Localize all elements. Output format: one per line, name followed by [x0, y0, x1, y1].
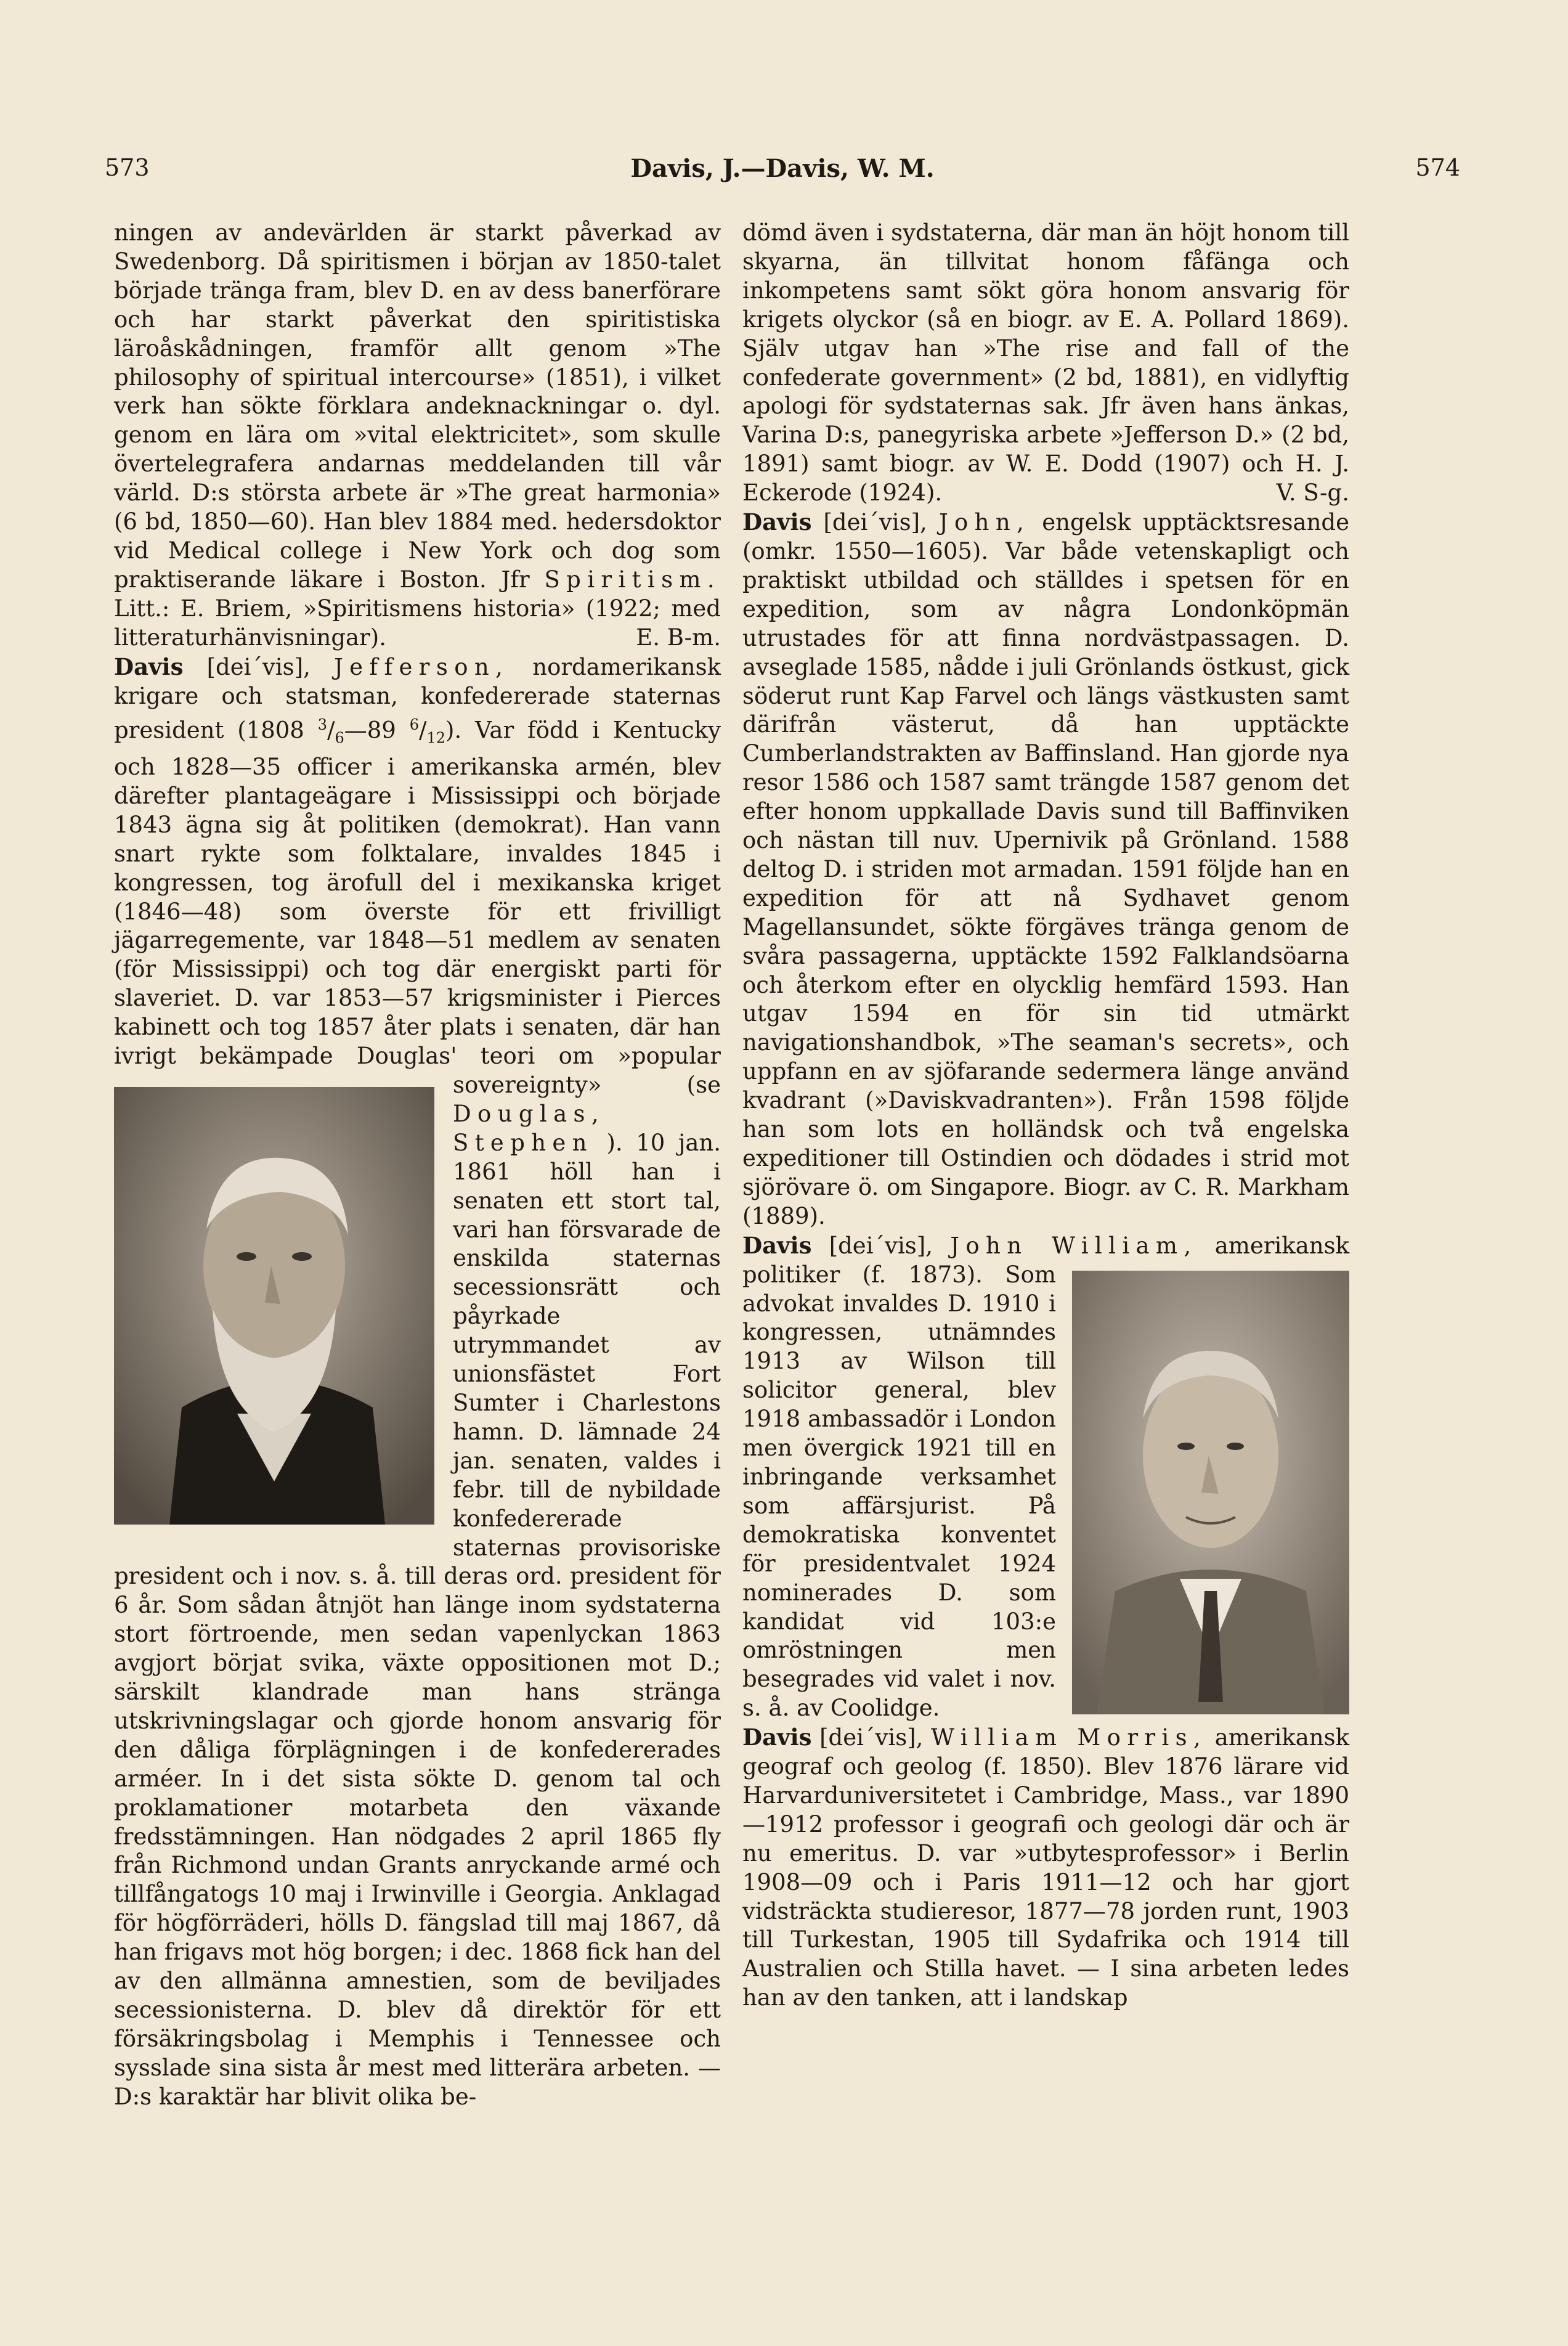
entry-text: dömd även i sydstaterna, där man än höjt honom till skyarna, än tillvitat honom fåfänga och inkompetens samt sökt göra honom ansvarig för krigets olyckor (så en biogr. av E. A. Pollard 1869). Själv utgav han »The rise and fall of the confederate government» (2 bd, 1881), en vidlyftig apologi för sydstaternas sak. Jfr även hans änkas, Varina D:s, panegyriska arbete »Jefferson D.» (2 bd, 1891) samt biogr. av W. E. Dodd (1907) och H. J. Eckerode (1924).: [742, 219, 1349, 507]
portrait-photo: [114, 1087, 434, 1525]
running-title: Davis, J.—Davis, W. M.: [630, 154, 935, 183]
entry-text: ). 10 jan. 1861 höll han i senaten ett stort tal, vari han försvarade de enskilda staternas secessionsrätt och påyrkade utrymmandet av unionsfästet Fort Sumter i Charlestons hamn. D. lämnade 24 jan. senaten, valdes i febr. till de nybildade konfedererade staternas provisoriske president och i nov. s. å. till deras ord. president för 6 år. Som sådan åtnjöt han länge inom sydstaterna stort förtroende, men sedan vapenlyckan 1863 avgjort börjat svika, växte oppositionen mot D.; särskilt klandrade man hans stränga utskrivningslagar och gjorde honom ansvarig för den dåliga förplägningen i de konfedererades arméer. In i det sista sökte D. genom tal och proklamationer motarbeta den växande fredsstämningen. Han nödgades 2 april 1865 fly från Richmond undan Grants anryckande armé och tillfångatogs 10 maj i Irwinville i Georgia. Anklagad för högförräderi, hölls D. fängslad till maj 1867, då han frigavs mot hög borgen; i dec. 1868 fick han del av den allmänna amnestien, som de beviljades secessionisterna. D. blev då direktör för ett försäkringsbolag i Memphis i Tennessee och sysslade sina sista år mest med litterära arbeten. — D:s karaktär har blivit olika be-: [114, 1129, 721, 2110]
entry-text: nordamerikansk krigare och statsman, konfedererade staternas president (1808: [114, 653, 721, 744]
portrait-photo: [1072, 1271, 1349, 1714]
person-name: John,: [938, 509, 1031, 536]
entry-davis-william-morris: [742, 1723, 1349, 2013]
pronunciation: [dei´vis],: [823, 509, 927, 536]
date-fraction-num: 3: [317, 716, 327, 734]
entry-headword: Davis: [742, 508, 812, 536]
pronunciation: [dei´vis],: [206, 653, 311, 680]
page-number-right: 574: [1415, 154, 1460, 181]
left-column: [114, 219, 721, 2112]
person-name: William Morris,: [931, 1724, 1208, 1751]
entry-headword: Davis: [742, 1231, 812, 1259]
author-signature: V. S-g.: [1276, 479, 1349, 507]
date-year: —89: [344, 717, 396, 744]
entry-headword: Davis: [742, 1724, 812, 1751]
date-fraction-num: 6: [409, 716, 419, 734]
person-name: John William,: [950, 1232, 1198, 1259]
author-signature: E. B-m.: [636, 624, 721, 651]
entry-davis-andrew-jackson-continued: [114, 219, 721, 653]
portrait-john-william-davis: [1072, 1271, 1349, 1714]
entry-davis-john: [742, 508, 1349, 1231]
entry-text: amerikansk geograf och geolog (f. 1850). Blev 1876 lärare vid Harvarduniversitetet i Cambridge, Mass., var 1890—1912 professor i geografi och geologi där och är nu emeritus. D. var »utbytesprofessor» i Berlin 1908—09 och i Paris 1911—12 och har gjort vidsträckta studieresor, 1877—78 jorden runt, 1903 till Turkestan, 1905 till Sydafrika och 1914 till Australien och Stilla havet. — I sina arbeten ledes han av den tanken, att i landskap: [742, 1724, 1350, 2011]
entry-text: amerikansk politiker (f. 1873). Som advokat invaldes D. 1910 i kongressen, utnämndes 1913 av Wilson till solicitor general, blev 1918 ambassadör i London men övergick 1921 till en inbringande verksamhet som affärsjurist. På demokratiska konventet för presidentvalet 1924 nominerades D. som kandidat vid 103:e omröstningen men besegrades vid valet i nov. s. å. av Coolidge.: [742, 1232, 1350, 1722]
entry-davis-john-william: [742, 1231, 1349, 1723]
entry-davis-jefferson-continued: [742, 219, 1349, 508]
page-header: [105, 154, 1460, 203]
date-fraction-den: 12: [426, 730, 446, 747]
entry-text: engelsk upptäcktsresande (omkr. 1550—1605). Var både vetenskapligt och praktiskt utbildad och ställdes i spetsen för en expedition, som av några Londonköpmän utrustades för att finna nordvästpassagen. D. avseglade 1585, nådde i juli Grönlands östkust, gick söderut runt Kap Farvel och längs västkusten samt därifrån västerut, då han upptäckte Cumberlandstrakten av Baffinsland. Han gjorde nya resor 1586 och 1587 samt trängde 1587 genom det efter honom uppkallade Davis sund till Baffinviken och nästan till nuv. Upernivik på Grönland. 1588 deltog D. i striden mot armadan. 1591 följde han en expedition för att nå Sydhavet genom Magellansundet, sökte förgäves tränga genom de svåra passagerna, upptäckte 1592 Falklandsöarna och återkom efter en olycklig hemfärd 1593. Han utgav 1594 en för sin tid utmärkt navigationshandbok, »The seaman's secrets», och uppfann en av sjöfarande sedermera länge använd kvadrant (»Daviskvadranten»). Från 1598 följde han som lots en holländsk och två engelska expeditioner till Ostindien och dödades i strid mot sjörövare ö. om Singapore. Biogr. av C. R. Markham (1889).: [742, 509, 1349, 1229]
entry-text: ningen av andevärlden är starkt påverkad av Swedenborg. Då spiritismen i början av 1850-talet började tränga fram, blev D. en av dess banerförare och har starkt påverkat den spiritistiska läroåskådningen, framför allt genom »The philosophy of spiritual intercourse» (1851), i vilket verk han sökte förklara andeknackningar o. dyl. genom en lära om »vital elektricitet», som skulle övertelegrafera andarnas meddelanden till vår värld. D:s största arbete är »The great harmonia» (6 bd, 1850—60). Han blev 1884 med. hedersdoktor vid Medical college i New York och dog som praktiserande läkare i Boston. Jfr: [114, 219, 721, 593]
date-fraction-den: 6: [335, 730, 344, 747]
entry-text: ). Var född i Kentucky och 1828—35 officer i amerikanska armén, blev därefter plantageägare i Mississippi och började 1843 ägna sig åt politiken (demokrat). Han vann snart rykte som folktalare, invaldes 1845 i kongressen, tog ärofull del i mexikanska kriget (1846—48) som överste för ett frivilligt jägarregemente, var 1848—51 medlem av senaten (för Mississippi) och tog där energiskt parti för slaveriet. D. var 1853—57 krigsminister i Pierces kabinett och tog 1857 åter plats i senaten, där han ivrigt bekämpade Douglas' teori om »popular sovereignty» (se: [114, 717, 721, 1098]
entry-headword: Davis: [114, 653, 184, 680]
literature-note: Litt.: E. Briem, »Spiritismens historia» (1922; med litteraturhänvisningar).: [114, 595, 721, 651]
pronunciation: [dei´vis],: [829, 1232, 933, 1259]
entry-davis-jefferson: Davis [dei´vis], Jefferson, nordamerikansk krigare och statsman, konfedererade staternas president (1808 $^3/_6—89$ $^6/_{12}$). Var född i Kentucky och 1828—35 officer i amerikanska armén, blev därefter plantageägare i Mississippi och började 1843 ägna sig åt politiken (demokrat). Han vann snart rykte som folktalare, invaldes 1845 i kongressen, tog ärofull del i mexikanska kriget (1846—48) som överste för ett frivilligt jägarregemente, var 1848—51 medlem av senaten (för Mississippi) och tog där energiskt parti för slaveriet. D. var 1853—57 krigsminister i Pierces kabinett och tog 1857 åter plats i senaten, där han ivrigt bekämpade Douglas' teori om »popular sovereignty» (se Douglas, Stephen ). 10 jan. 1861 höll han i senaten ett stort tal, vari han försvarade de enskilda staternas secessionsrätt och påyrkade utrymmandet av unionsfästet Fort Sumter i Charlestons hamn. D. lämnade 24 jan. senaten, valdes i febr. till de nybildade konfedererade staternas provisoriske president och i nov. s. å. till deras ord. president för 6 år. Som sådan åtnjöt han länge inom sydstaterna stort förtroende, men sedan vapenlyckan 1863 avgjort börjat svika, växte oppositionen mot D.; särskilt klandrade man hans stränga utskrivningslagar och gjorde honom ansvarig för den dåliga förplägningen i de konfedererades arméer. In i det sista sökte D. genom tal och proklamationer motarbeta den växande fredsstämningen. Han nödgades 2 april 1865 fly från Richmond undan Grants anryckande armé och tillfångatogs 10 maj i Irwinville i Georgia. Anklagad för högförräderi, hölls D. fängslad till maj 1867, då han frigavs mot hög borgen; i dec. 1868 fick han del av den allmänna amnestien, som de beviljades secessionisterna. D. blev då direktör för ett försäkringsbolag i Memphis i Tennessee och sysslade sina sista år mest med litterära arbeten. — D:s karaktär har blivit olika be-: [114, 653, 721, 2110]
pronunciation: [dei´vis],: [819, 1724, 924, 1751]
cross-reference: Spiritism.: [544, 566, 721, 593]
page-number-left: 573: [105, 154, 150, 181]
portrait-jefferson-davis: [114, 1087, 434, 1525]
right-column: [742, 219, 1349, 2013]
cross-reference: Douglas, Stephen: [453, 1100, 605, 1156]
person-name: Jefferson,: [333, 653, 510, 680]
